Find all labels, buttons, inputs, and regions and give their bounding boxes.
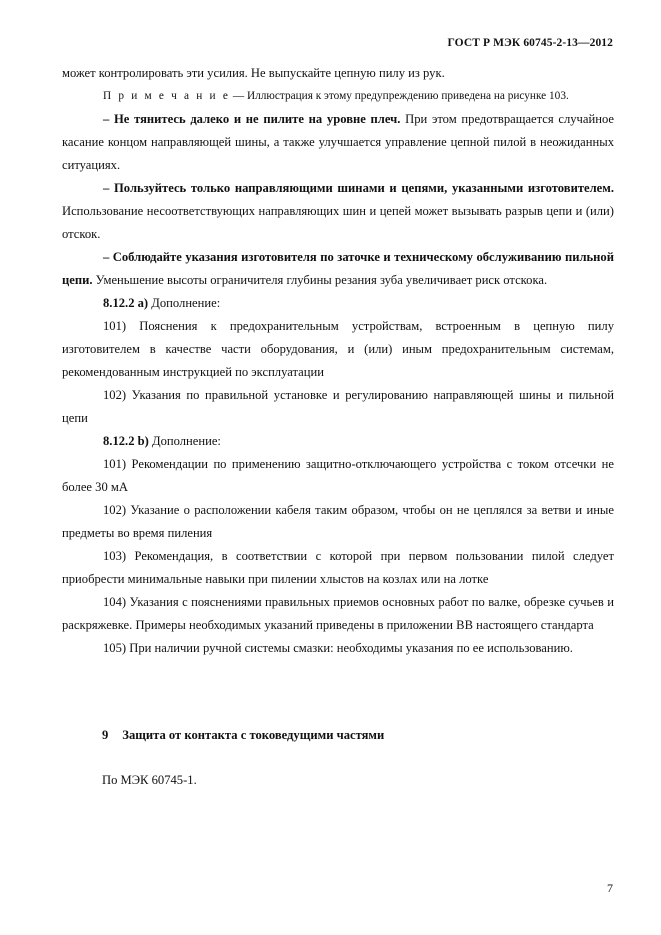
- warning-bold: – Соблюдайте указания изготовителя по заточке и техническому обслуживанию пильной цепи.: [62, 250, 614, 287]
- warning-text: При этом предотвращается случайное касание концом направляющей шины, а также улучшается управление цепной пилой в неожиданных ситуациях.: [62, 112, 614, 172]
- note-label: П р и м е ч а н и е: [103, 90, 231, 102]
- section-title: Защита от контакта с токоведущими частями: [122, 728, 385, 742]
- warning-paragraph: [62, 246, 614, 292]
- main-text: [62, 62, 614, 660]
- warning-paragraph: [62, 177, 614, 246]
- list-item: 105) При наличии ручной системы смазки: необходимы указания по ее использованию.: [103, 641, 573, 655]
- list-item: 101) Пояснения к предохранительным устройствам, встроенным в цепную пилу изготовителем в качестве части оборудования, и (или) иным предохранительным системам, рекомендованным инструкцией по эксплуатации: [62, 319, 614, 379]
- clause-number: 8.12.2 a): [103, 296, 149, 310]
- note-paragraph: [62, 85, 614, 108]
- section-body: По МЭК 60745-1.: [102, 773, 197, 787]
- warning-text: Уменьшение высоты ограничителя глубины резания зуба увеличивает риск отскока.: [92, 273, 548, 287]
- section-heading: [102, 728, 384, 743]
- note-text: — Иллюстрация к этому предупреждению приведена на рисунке 103.: [230, 90, 569, 102]
- list-item: 102) Указания по правильной установке и регулированию направляющей шины и пильной цепи: [62, 388, 614, 425]
- clause-text: Дополнение:: [148, 434, 221, 448]
- warning-paragraph: [62, 108, 614, 177]
- page-number: 7: [607, 881, 613, 895]
- list-item: 101) Рекомендации по применению защитно-отключающего устройства с током отсечки не более 30 мА: [62, 457, 614, 494]
- clause-number: 8.12.2 b): [103, 434, 149, 448]
- clause-heading: [62, 430, 614, 453]
- clause-text: Дополнение:: [148, 296, 221, 310]
- list-item: 104) Указания с пояснениями правильных приемов основных работ по валке, обрезке сучьев и раскряжевке. Примеры необходимых указаний приведены в приложении ВВ настоящего стандарта: [62, 595, 614, 632]
- clause-heading: [62, 292, 614, 315]
- warning-text: Использование несоответствующих направляющих шин и цепей может вызывать разрыв цепи и (или) отскок.: [62, 204, 614, 241]
- list-item: 102) Указание о расположении кабеля таким образом, чтобы он не цеплялся за ветви и иные предметы во время пиления: [62, 503, 614, 540]
- list-item: 103) Рекомендация, в соответствии с которой при первом пользовании пилой следует приобрести минимальные навыки при пилении хлыстов на козлах или на лотке: [62, 549, 614, 586]
- section-number: 9: [102, 728, 109, 742]
- warning-bold: – Пользуйтесь только направляющими шинами и цепями, указанными изготовителем.: [103, 181, 614, 195]
- warning-bold: – Не тянитесь далеко и не пилите на уровне плеч.: [103, 112, 401, 126]
- document-header: ГОСТ Р МЭК 60745-2-13—2012: [447, 37, 613, 49]
- paragraph: может контролировать эти усилия. Не выпускайте цепную пилу из рук.: [62, 66, 445, 80]
